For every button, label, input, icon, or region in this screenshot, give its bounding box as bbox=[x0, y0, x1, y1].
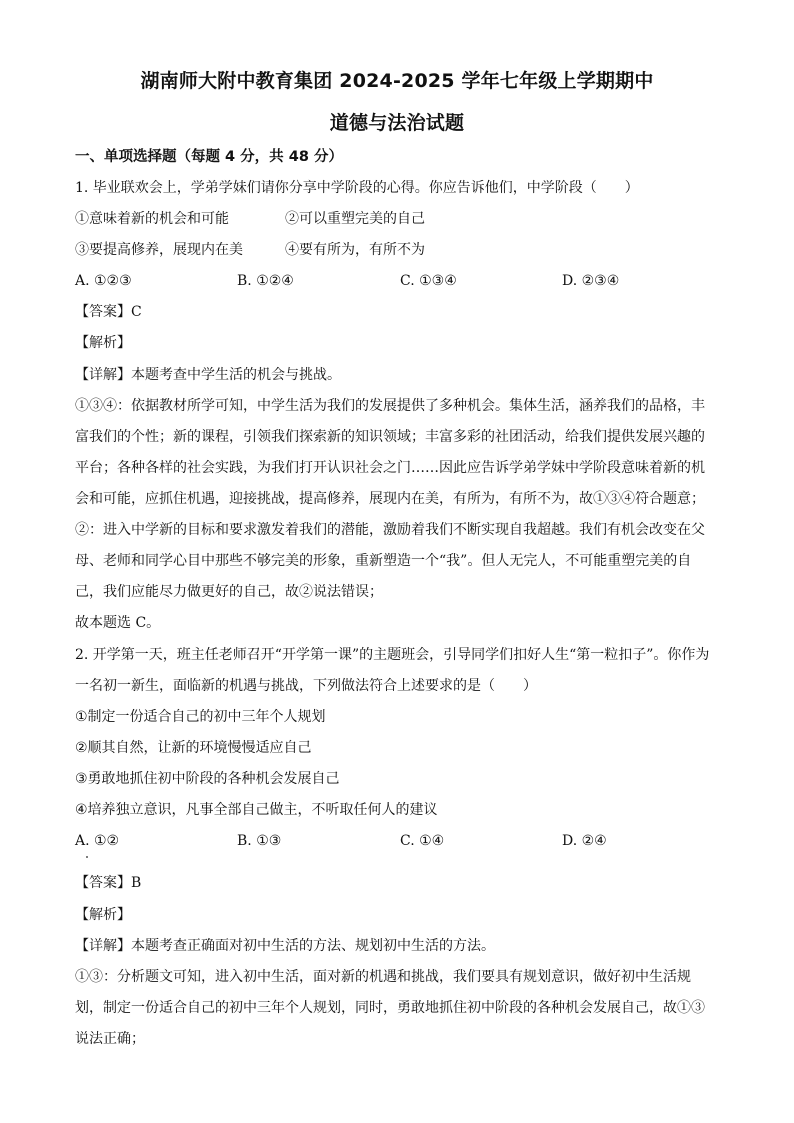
q1-option-a: A. ①②③ bbox=[75, 273, 132, 289]
q1-items-line1: ①意味着新的机会和可能 ②可以重塑完美的自己 bbox=[75, 211, 425, 227]
q1-detail-line: 会和可能，应抓住机遇，迎接挑战，提高修养，展现内在美，有所为，有所不为，故①③④符合题意； bbox=[75, 491, 705, 507]
q1-detail-line: 平台；各种各样的社会实践，为我们打开认识社会之门……因此应告诉学弟学妹中学阶段意味着新的机 bbox=[75, 460, 705, 476]
q1-detail-line: 故本题选 C。 bbox=[75, 615, 161, 631]
q2-detail-line: ①③：分析题文可知，进入初中生活，面对新的机遇和挑战，我们要具有规划意识，做好初中生活规 bbox=[75, 969, 691, 985]
q2-stem-line2: 一名初一新生，面临新的机遇与挑战，下列做法符合上述要求的是（ ） bbox=[75, 678, 537, 694]
q1-detail-line: 富我们的个性；新的课程，引领我们探索新的知识领域；丰富多彩的社团活动，给我们提供发展兴趣的 bbox=[75, 429, 705, 445]
q1-items-line2: ③要提高修养，展现内在美 ④要有所为，有所不为 bbox=[75, 242, 425, 258]
q1-detail-line: 【详解】本题考查中学生活的机会与挑战。 bbox=[75, 367, 341, 383]
q2-analysis-label: 【解析】 bbox=[75, 907, 131, 923]
q2-answer: 【答案】B bbox=[75, 875, 142, 891]
q2-option-a: A. ①② bbox=[75, 833, 120, 849]
q1-analysis-label: 【解析】 bbox=[75, 335, 131, 351]
q2-option-d: D. ②④ bbox=[562, 833, 607, 849]
q2-stem-line1: 2. 开学第一天，班主任老师召开“开学第一课”的主题班会，引导同学们扣好人生“第一粒扣子”。你作为 bbox=[75, 647, 710, 663]
q1-detail-line: ②：进入中学新的目标和要求激发着我们的潜能，激励着我们不断实现自我超越。我们有机会改变在父 bbox=[75, 522, 705, 538]
q2-detail-line: 说法正确； bbox=[75, 1031, 145, 1047]
q2-item: ④培养独立意识，凡事全部自己做主，不听取任何人的建议 bbox=[75, 802, 438, 818]
q1-detail-line: ①③④：依据教材所学可知，中学生活为我们的发展提供了多种机会。集体生活，涵养我们的品格，丰 bbox=[75, 398, 705, 414]
q1-option-d: D. ②③④ bbox=[562, 273, 620, 289]
section-heading: 一、单项选择题（每题 4 分，共 48 分） bbox=[75, 149, 343, 165]
q1-option-c: C. ①③④ bbox=[400, 273, 457, 289]
q1-detail-line: 母、老师和同学心目中那些不够完美的形象，重新塑造一个“我”。但人无完人，不可能重塑完美的自 bbox=[75, 553, 692, 569]
q2-option-b: B. ①③ bbox=[237, 833, 282, 849]
stray-dot-mark bbox=[86, 856, 88, 858]
q2-option-c: C. ①④ bbox=[400, 833, 445, 849]
q2-item: ①制定一份适合自己的初中三年个人规划 bbox=[75, 709, 326, 725]
q1-answer: 【答案】C bbox=[75, 304, 142, 320]
exam-title-line2: 道德与法治试题 bbox=[329, 112, 465, 134]
q1-stem: 1. 毕业联欢会上，学弟学妹们请你分享中学阶段的心得。你应告诉他们，中学阶段（ ） bbox=[75, 180, 639, 196]
q1-option-b: B. ①②④ bbox=[237, 273, 294, 289]
q2-item: ③勇敢地抓住初中阶段的各种机会发展自己 bbox=[75, 771, 340, 787]
exam-title-line1: 湖南师大附中教育集团 2024-2025 学年七年级上学期期中 bbox=[140, 70, 654, 92]
q1-detail-line: 己，我们应能尽力做更好的自己，故②说法错误； bbox=[75, 584, 383, 600]
q2-detail-line: 【详解】本题考查正确面对初中生活的方法、规划初中生活的方法。 bbox=[75, 938, 495, 954]
q2-detail-line: 划，制定一份适合自己的初中三年个人规划，同时，勇敢地抓住初中阶段的各种机会发展自己，故①③ bbox=[75, 1000, 705, 1016]
q2-item: ②顺其自然，让新的环境慢慢适应自己 bbox=[75, 740, 312, 756]
